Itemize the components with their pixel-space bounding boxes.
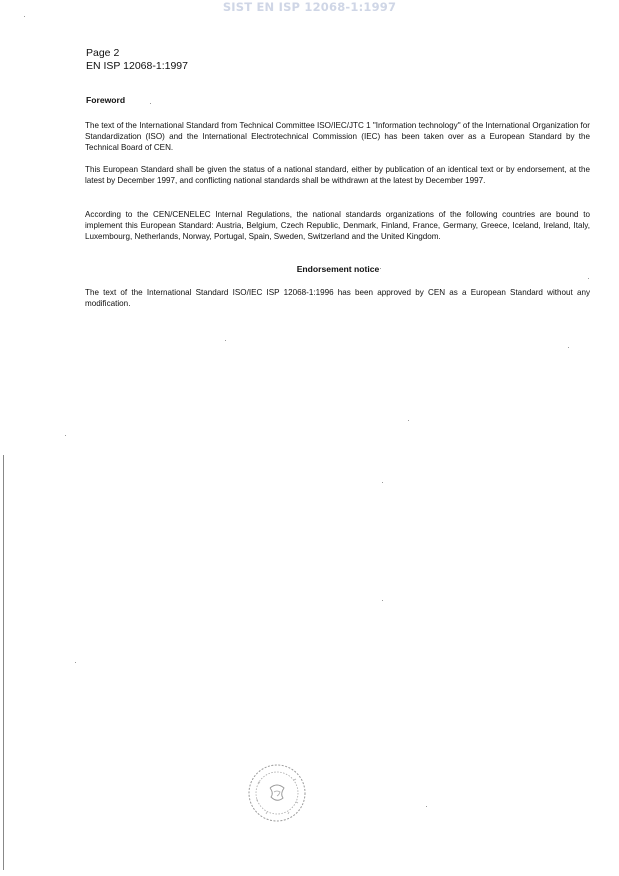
endorsement-heading: Endorsement notice (296, 264, 380, 274)
scan-speck (382, 600, 383, 601)
seal-icon (246, 762, 308, 824)
scan-speck (65, 435, 66, 436)
scan-speck (24, 16, 25, 17)
document-id: EN ISP 12068-1:1997 (86, 60, 188, 72)
foreword-paragraph-3: According to the CEN/CENELEC Internal Regulations, the national standards organizations of the following countries are bound to implement this European Standard: Austria, Belgium, Czech Republic, Denmark, Finland, France, Germany, Greece, Iceland, Ireland, Italy, Luxembourg, Netherlands, Norway, Portugal, Spain, Sweden, Switzerland and the United Kingdom. (85, 210, 590, 241)
page-header (86, 47, 188, 73)
scan-speck (588, 278, 589, 279)
watermark-title: SIST EN ISP 12068-1:1997 (222, 0, 397, 14)
page-number: Page 2 (86, 47, 120, 59)
scan-speck (568, 347, 569, 348)
scan-speck (426, 806, 427, 807)
scan-speck (225, 340, 226, 341)
endorsement-text: The text of the International Standard ISO/IEC ISP 12068-1:1996 has been approved by CEN as a European Standard without any modification. (85, 288, 590, 308)
scan-speck (150, 103, 151, 104)
scan-speck (380, 268, 381, 269)
scan-speck (75, 662, 76, 663)
foreword-paragraph-1: The text of the International Standard from Technical Committee ISO/IEC/JTC 1 "Information technology" of the International Organization for Standardization (ISO) and the International Electrotechnical Commission (IEC) has been taken over as a European Standard by the Technical Board of CEN. (85, 121, 590, 152)
scan-speck (382, 482, 383, 483)
scan-speck (408, 420, 409, 421)
foreword-paragraph-2: This European Standard shall be given the status of a national standard, either by publication of an identical text or by endorsement, at the latest by December 1997, and conflicting national standards shall be withdrawn at the latest by December 1997. (85, 165, 590, 185)
scan-edge-line (3, 455, 4, 870)
foreword-heading: Foreword (86, 95, 126, 105)
